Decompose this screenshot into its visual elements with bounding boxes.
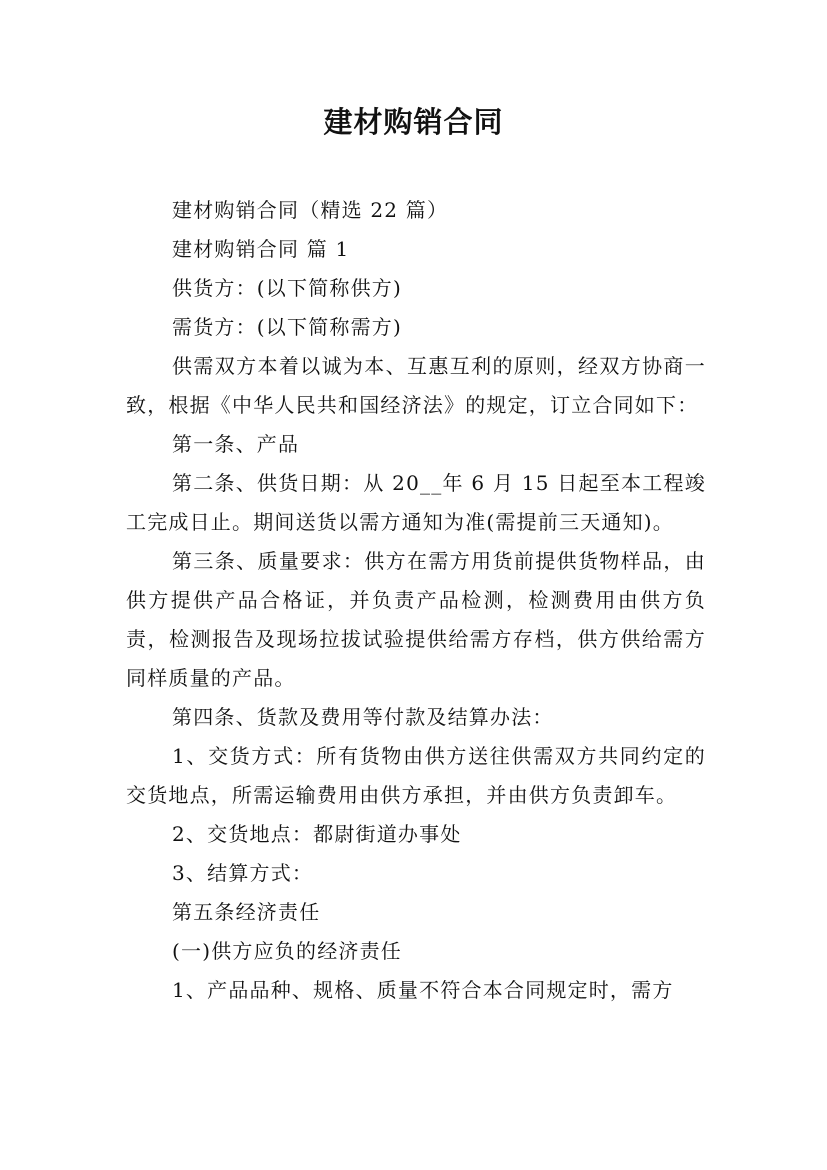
paragraph-supplier: 供货方：(以下简称供方) — [172, 276, 403, 300]
paragraph-section-heading: 建材购销合同 篇 1 — [172, 237, 350, 261]
document-title: 建材购销合同 — [323, 105, 504, 139]
paragraph-settlement-method: 3、结算方式： — [172, 861, 314, 885]
paragraph-delivery-location: 2、交货地点：都尉街道办事处 — [172, 822, 462, 846]
paragraph-article-3: 第三条、质量要求：供方在需方用货前提供货物样品，由供方提供产品合格证，并负责产品检测，检测费用由供方负责，检测报告及现场拉拔试验提供给需方存档，供方供给需方同样质量的产品。 — [126, 549, 706, 690]
paragraph-article-5: 第五条经济责任 — [172, 900, 321, 924]
paragraph-article-1: 第一条、产品 — [172, 432, 300, 456]
paragraph-article-4: 第四条、货款及费用等付款及结算办法： — [172, 705, 554, 729]
paragraph-preamble: 供需双方本着以诚为本、互惠互利的原则，经双方协商一致，根据《中华人民共和国经济法》的规定，订立合同如下： — [126, 354, 706, 417]
paragraph-supplier-liability: (一)供方应负的经济责任 — [172, 939, 403, 963]
document-body — [126, 191, 706, 1010]
paragraph-article-2: 第二条、供货日期：从 20__年 6 月 15 日起至本工程竣工完成日止。期间送货以需方通知为准(需提前三天通知)。 — [126, 471, 706, 534]
paragraph-delivery-method: 1、交货方式：所有货物由供方送往供需双方共同约定的交货地点，所需运输费用由供方承担，并由供方负责卸车。 — [126, 744, 706, 807]
paragraph-buyer: 需货方：(以下简称需方) — [172, 315, 403, 339]
paragraph-subtitle: 建材购销合同（精选 22 篇） — [172, 198, 449, 222]
paragraph-liability-item-1: 1、产品品种、规格、质量不符合本合同规定时，需方 — [172, 978, 674, 1002]
